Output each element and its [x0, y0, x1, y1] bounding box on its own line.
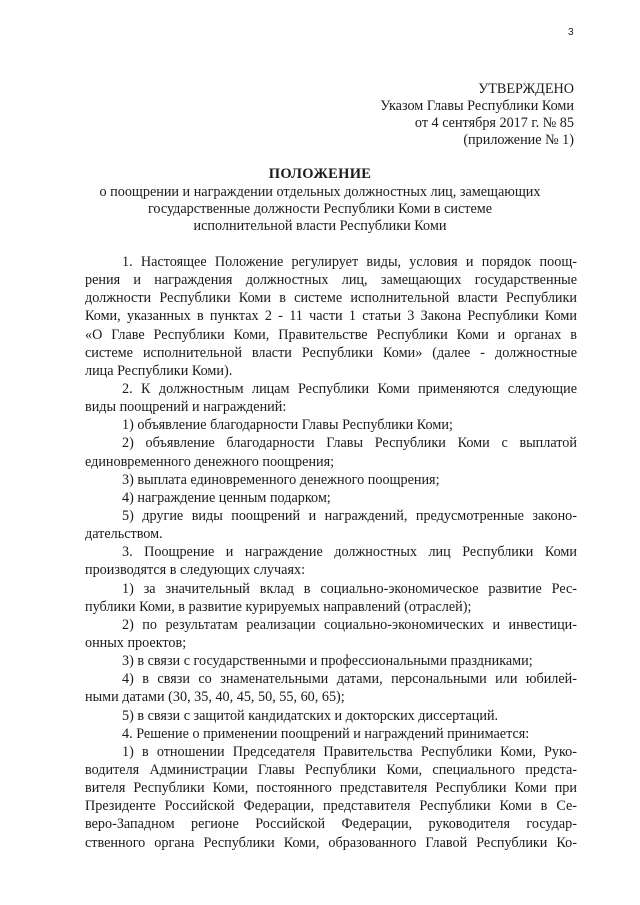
body-line: 5) в связи с защитой кандидатских и докторских диссертаций.: [122, 707, 499, 724]
body-line: 1) объявление благодарности Главы Республики Коми;: [122, 417, 453, 434]
body-line: публики Коми, в развитие курируемых направлений (отраслей);: [85, 598, 472, 615]
body-line: 3) выплата единовременного денежного поощрения;: [122, 471, 440, 488]
subtitle-line: исполнительной власти Республики Коми: [193, 218, 447, 234]
body-line: Президенте Российской Федерации, представителя Республики Коми в Се-: [85, 798, 577, 815]
body-line: системе исполнительной власти Республики Коми» (далее - должностные: [85, 344, 577, 361]
body-line: лица Республики Коми).: [85, 362, 233, 379]
body-line: вителя Республики Коми, постоянного представителя Республики Коми при: [85, 780, 577, 797]
approval-line: (приложение № 1): [463, 132, 574, 148]
body-line: веро-Западном регионе Российской Федерации, руководителя государ-: [85, 816, 577, 833]
body-line: дательством.: [85, 526, 163, 543]
approval-line: УТВЕРЖДЕНО: [478, 81, 574, 97]
body-line: 5) другие виды поощрений и награждений, предусмотренные законо-: [122, 507, 577, 524]
body-line: 1. Настоящее Положение регулирует виды, условия и порядок поощ-: [122, 254, 577, 270]
body-line: должности Республики Коми в системе исполнительной власти Республики: [85, 290, 577, 307]
body-line: 4) награждение ценным подарком;: [122, 489, 331, 506]
body-line: 2. К должностным лицам Республики Коми применяются следующие: [122, 380, 577, 397]
body-line: онных проектов;: [85, 634, 187, 651]
body-line: Коми, указанных в пунктах 2 - 11 части 1 статьи 3 Закона Республики Коми: [85, 308, 577, 325]
body-line: 1) в отношении Председателя Правительства Республики Коми, Руко-: [122, 743, 577, 760]
body-line: 4) в связи со знаменательными датами, персональными или юбилей-: [122, 671, 577, 688]
body-line: единовременного денежного поощрения;: [85, 453, 335, 470]
document-subtitle: [0, 184, 640, 235]
document-body: [85, 253, 577, 852]
body-line: 1) за значительный вклад в социально-экономическое развитие Рес-: [122, 580, 577, 597]
subtitle-line: государственные должности Республики Коми в системе: [147, 201, 493, 217]
page-number: 3: [568, 27, 574, 38]
body-line: виды поощрений и награждений:: [85, 399, 287, 416]
body-line: производятся в следующих случаях:: [85, 562, 306, 579]
body-line: 3. Поощрение и награждение должностных лиц Республики Коми: [122, 544, 577, 561]
body-line: 2) по результатам реализации социально-экономических и инвестици-: [122, 616, 577, 633]
body-line: ственного органа Республики Коми, образованного Главой Республики Ко-: [85, 834, 577, 851]
body-line: «О Главе Республики Коми, Правительстве Республики Коми и органах в: [85, 326, 577, 343]
approval-stamp: [274, 81, 574, 149]
body-line: 4. Решение о применении поощрений и награждений принимается:: [122, 725, 530, 742]
body-line: ными датами (30, 35, 40, 45, 50, 55, 60, 65);: [85, 689, 345, 706]
document-title: ПОЛОЖЕНИЕ: [268, 166, 372, 182]
body-line: рения и награждения должностных лиц, замещающих государственные: [85, 272, 577, 289]
subtitle-line: о поощрении и награждении отдельных должностных лиц, замещающих: [99, 184, 541, 200]
body-line: водителя Администрации Главы Республики Коми, специального предста-: [85, 761, 577, 778]
approval-line: от 4 сентября 2017 г. № 85: [414, 115, 574, 131]
body-line: 2) объявление благодарности Главы Республики Коми с выплатой: [122, 435, 577, 452]
body-line: 3) в связи с государственными и профессиональными праздниками;: [122, 653, 533, 670]
approval-line: Указом Главы Республики Коми: [380, 98, 574, 114]
